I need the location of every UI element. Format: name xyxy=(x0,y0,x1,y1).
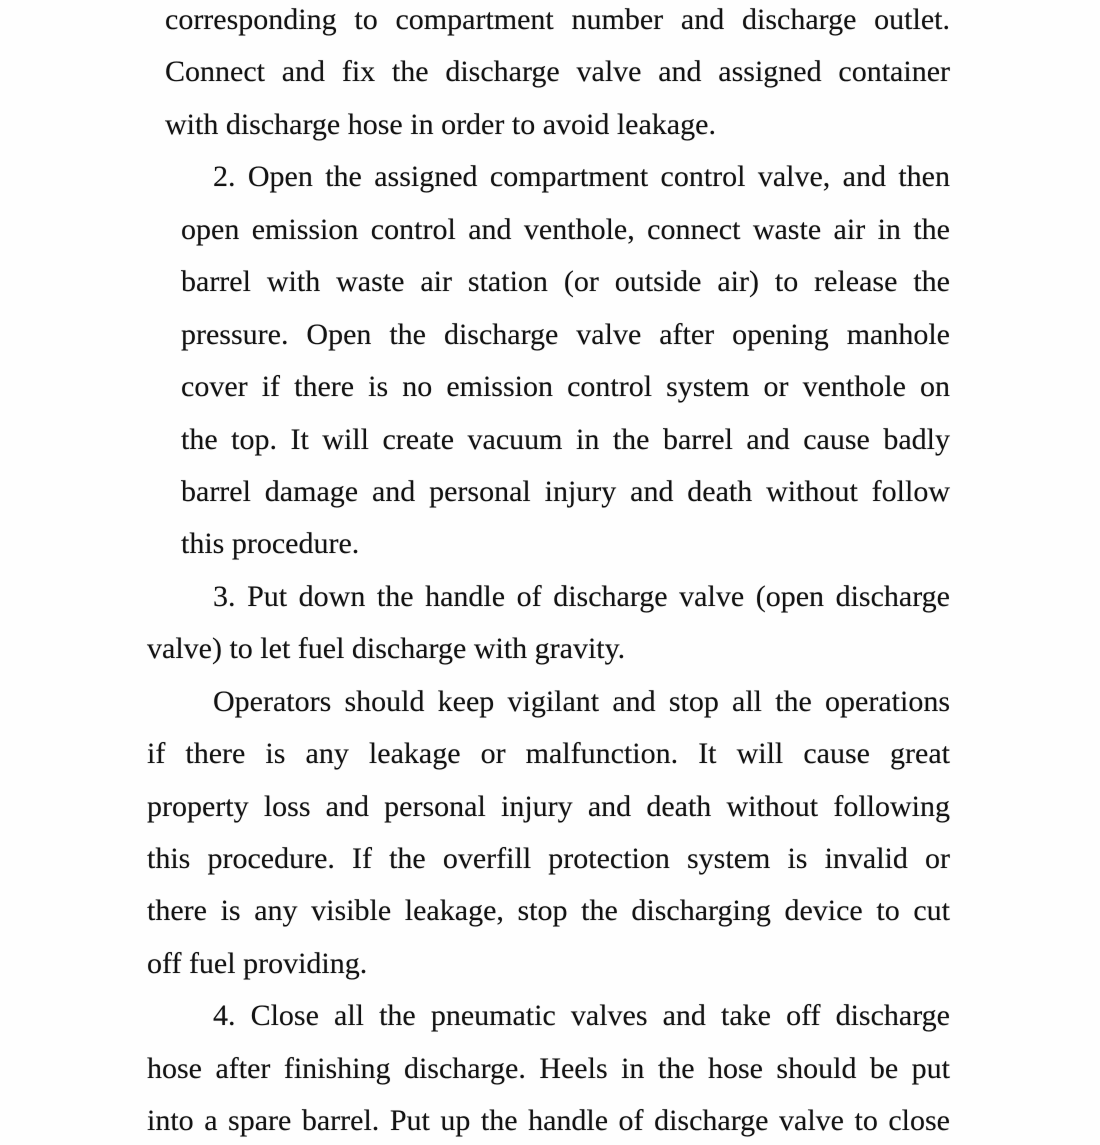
text-line: Connect and fix the discharge valve and assigned container xyxy=(165,55,950,89)
paragraph-step-2 xyxy=(181,151,950,571)
paragraph-step-3 xyxy=(147,571,950,676)
text-line: property loss and personal injury and death without following xyxy=(147,789,950,823)
text-line: cover if there is no emission control system or venthole on xyxy=(181,370,950,404)
text-line: into a spare barrel. Put up the handle of discharge valve to close xyxy=(147,1104,950,1138)
text-line: if there is any leakage or malfunction. It will cause great xyxy=(147,737,950,771)
text-line: this procedure. If the overfill protection system is invalid or xyxy=(147,842,950,875)
text-line: 4. Close all the pneumatic valves and take off discharge xyxy=(213,999,950,1033)
text-line: hose after finishing discharge. Heels in the hose should be put xyxy=(147,1051,950,1085)
text-line: the top. It will create vacuum in the barrel and cause badly xyxy=(181,422,950,456)
paragraph-operators-warning xyxy=(147,676,950,991)
text-line: off fuel providing. xyxy=(147,946,368,980)
text-line: barrel with waste air station (or outside air) to release the xyxy=(181,265,950,299)
text-line: barrel damage and personal injury and death without follow xyxy=(181,474,950,508)
text-line: this procedure. xyxy=(181,527,360,561)
text-line: valve) to let fuel discharge with gravity. xyxy=(147,632,626,666)
text-line: pressure. Open the discharge valve after opening manhole xyxy=(181,317,950,351)
paragraph-connect-hose xyxy=(165,0,950,151)
paragraph-step-4 xyxy=(147,990,950,1145)
text-line: open emission control and venthole, connect waste air in the xyxy=(181,212,950,246)
text-line: there is any visible leakage, stop the discharging device to cut xyxy=(147,894,950,928)
text-line: 2. Open the assigned compartment control valve, and then xyxy=(213,160,950,194)
text-line: Operators should keep vigilant and stop all the operations xyxy=(213,684,950,718)
text-line: 3. Put down the handle of discharge valve (open discharge xyxy=(213,579,950,613)
text-line: with discharge hose in order to avoid leakage. xyxy=(165,107,716,141)
text-line: corresponding to compartment number and discharge outlet. xyxy=(165,3,950,36)
